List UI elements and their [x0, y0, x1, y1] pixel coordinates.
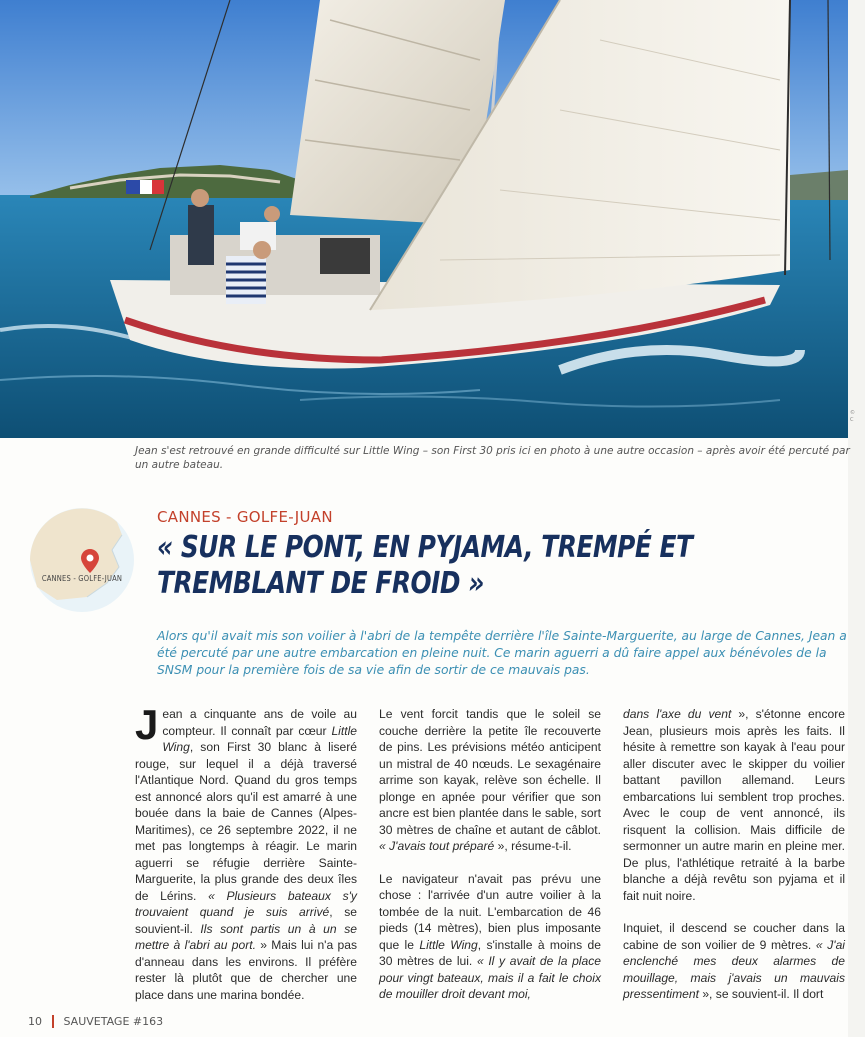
text-run: , s'installe à moins de 30 mètres de lui.: [379, 937, 602, 968]
text-run: , son First 30 blanc à liseré rouge, sur lequel il a déjà traversé l'Atlantique Nord. Quand du gros temps est annoncé alors qu'il est amarré à une bouée dans la baie de Cannes (Alpes-Maritimes), ce 26 septembre 2022, il ne met pas longtemps à réagir. Le marin aguerri se réfugie derrière Sainte-Marguerite, la plus grande des deux îles de Lérins.: [135, 740, 357, 903]
sailboat-photo: [0, 0, 848, 438]
text-run: » Mais lui n'a pas d'anneau dans les environs. Il préfère rester là plutôt que de chercher une place dans une marina bondée.: [135, 938, 357, 1002]
page-number: 10: [28, 1015, 42, 1028]
text-run: ean a cinquante ans de voile au compteur. Il connaît par cœur: [162, 707, 357, 738]
paragraph: [379, 706, 601, 855]
text-run-italic: « Il y avait de la place pour vingt bateaux, mais il a fait le choix de mouiller droit devant moi,: [379, 954, 601, 1001]
page-edge-tab: [848, 0, 865, 1037]
text-run-italic: Ils sont partis un à un se mettre à l'abri au port.: [135, 921, 357, 952]
text-run: , se souvient-il.: [135, 905, 357, 936]
article-lead: Alors qu'il avait mis son voilier à l'abri de la tempête derrière l'île Sainte-Marguerite, au large de Cannes, Jean a été percuté par une autre embarcation en pleine nuit. Ce marin aguerri a dû faire appel aux bénévoles de la SNSM pour la première fois de sa vie afin de sortir de ce mauvais pas.: [157, 629, 847, 677]
footer-divider: [52, 1015, 54, 1028]
photo-credit: © C: [850, 410, 855, 423]
article-headline: « SUR LE PONT, EN PYJAMA, TREMPÉ ET TREMBLANT DE FROID »: [157, 530, 693, 601]
text-run: », s'étonne encore Jean, plusieurs mois après les faits. Il hésite à remettre son kayak à l'eau pour aller discuter avec le skipper du voilier battant pavillon allemand. Leurs embarcations lui semblent trop proches. Avec le coup de vent annoncé, ils risquent la collision. Mais difficile de sermonner un autre marin en pleine mer. De plus, l'athlétique retraité à la barbe blanche a déjà revêtu son pyjama et il fait nuit noire.: [623, 707, 845, 903]
paragraph: [623, 706, 845, 904]
text-run: », se souvient-il. Il dort: [698, 987, 824, 1001]
text-run-italic: dans l'axe du vent: [623, 707, 732, 721]
page-footer: [28, 1015, 163, 1028]
hero-photo: [0, 0, 848, 438]
text-run-italic: Little Wing: [419, 937, 478, 952]
text-run-italic: « J'ai enclenché mes deux alarmes de mouillage, mais j'avais un mauvais pressentiment: [623, 937, 845, 1001]
text-run-italic: « J'avais tout préparé: [379, 839, 495, 853]
map-badge-label: CANNES - GOLFE-JUAN: [41, 574, 123, 583]
article-column-3: [623, 706, 845, 1019]
drop-cap: J: [135, 701, 159, 748]
magazine-issue: SAUVETAGE #163: [63, 1015, 164, 1028]
text-run-italic: « Plusieurs bateaux s'y trouvaient quand je suis arrivé: [135, 888, 357, 919]
paragraph: [379, 871, 601, 1003]
paragraph: [135, 701, 357, 1003]
photo-caption: Jean s'est retrouvé en grande difficulté sur Little Wing – son First 30 pris ici en photo à une autre occasion – après avoir été percuté par un autre bateau.: [135, 445, 850, 471]
paragraph: [623, 920, 845, 1003]
article-column-2: [379, 706, 601, 1019]
map-pin-icon: [81, 549, 99, 573]
text-run: », résume-t-il.: [494, 839, 572, 853]
location-map-badge: [27, 505, 137, 615]
text-run: Le vent forcit tandis que le soleil se couche derrière la petite île recouverte de pins. Les prévisions météo anticipent un mistral de 40 nœuds. Le sexagénaire arrime son kayak, relève son échelle. Il plonge en apnée pour vérifier que son ancre est bien plantée dans le sable, sort 30 mètres de chaîne et autant de câblot.: [379, 707, 601, 837]
article-column-1: [135, 701, 357, 1019]
text-run: Inquiet, il descend se coucher dans la cabine de son voilier de 9 mètres.: [623, 921, 845, 952]
text-run-italic: Little Wing: [162, 723, 357, 754]
text-run: Le navigateur n'avait pas prévu une chose : l'arrivée d'un autre voilier à la tombée de la nuit. L'embarcation de 46 pieds (14 mètres), bien plus imposante que le: [379, 871, 601, 952]
section-kicker: CANNES - GOLFE-JUAN: [157, 508, 333, 526]
